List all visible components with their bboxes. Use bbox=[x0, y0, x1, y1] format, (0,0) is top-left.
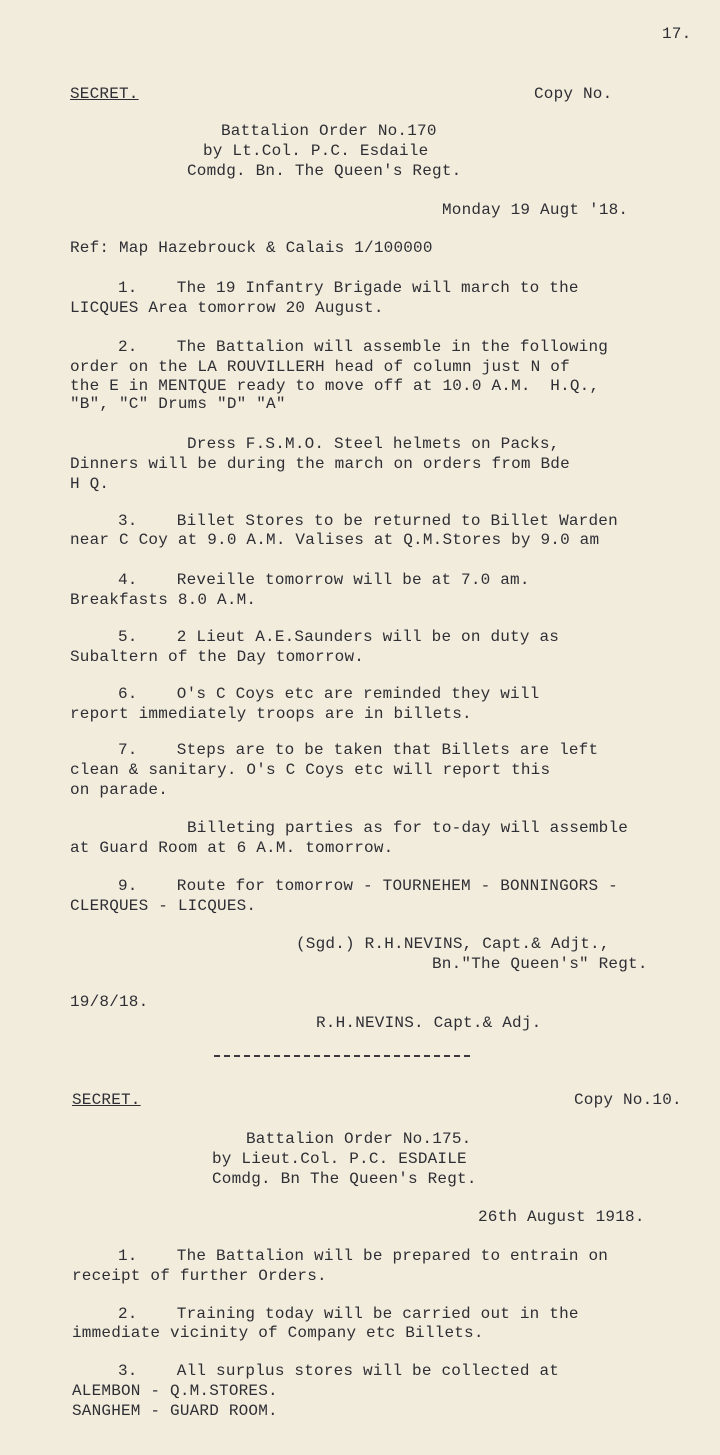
signed-line-2: Bn."The Queen's" Regt. bbox=[432, 955, 648, 973]
paragraph-7-line-3: on parade. bbox=[70, 781, 169, 799]
order-date-2: 26th August 1918. bbox=[478, 1208, 645, 1226]
order-issuer-2: by Lieut.Col. P.C. ESDAILE bbox=[212, 1150, 467, 1168]
paragraph-1-line-2: LICQUES Area tomorrow 20 August. bbox=[70, 299, 384, 317]
copy-number: Copy No. bbox=[534, 85, 613, 103]
section-divider bbox=[214, 1055, 470, 1057]
paragraph-2-line-2: order on the LA ROUVILLERH head of column just N of bbox=[70, 358, 570, 376]
order2-paragraph-1-line-2: receipt of further Orders. bbox=[72, 1267, 327, 1285]
order2-paragraph-3-line-1: 3. All surplus stores will be collected at bbox=[118, 1362, 560, 1380]
secret-label: SECRET. bbox=[70, 85, 139, 103]
paragraph-2-line-3: the E in MENTQUE ready to move off at 10.0 A.M. H.Q., bbox=[70, 377, 600, 395]
signature: R.H.NEVINS. Capt.& Adj. bbox=[316, 1014, 542, 1032]
paragraph-6-line-1: 6. O's C Coys etc are reminded they will bbox=[118, 685, 540, 703]
map-reference: Ref: Map Hazebrouck & Calais 1/100000 bbox=[70, 239, 433, 257]
paragraph-5-line-2: Subaltern of the Day tomorrow. bbox=[70, 648, 365, 666]
paragraph-7-line-2: clean & sanitary. O's C Coys etc will report this bbox=[70, 761, 551, 779]
paragraph-9-line-1: 9. Route for tomorrow - TOURNEHEM - BONNINGORS - bbox=[118, 877, 618, 895]
paragraph-5-line-1: 5. 2 Lieut A.E.Saunders will be on duty as bbox=[118, 628, 560, 646]
page-number: 17. bbox=[662, 25, 692, 43]
paragraph-3-line-2: near C Coy at 9.0 A.M. Valises at Q.M.Stores by 9.0 am bbox=[70, 531, 600, 549]
order-title-2: Battalion Order No.175. bbox=[246, 1130, 472, 1148]
billeting-line-2: at Guard Room at 6 A.M. tomorrow. bbox=[70, 839, 394, 857]
paragraph-7-line-1: 7. Steps are to be taken that Billets are left bbox=[118, 741, 599, 759]
issue-date: 19/8/18. bbox=[70, 993, 149, 1011]
paragraph-2-line-4: "B", "C" Drums "D" "A" bbox=[70, 395, 286, 413]
billeting-line-1: Billeting parties as for to-day will assemble bbox=[187, 819, 629, 837]
paragraph-2-line-1: 2. The Battalion will assemble in the following bbox=[118, 338, 609, 356]
order2-paragraph-1-line-1: 1. The Battalion will be prepared to entrain on bbox=[118, 1247, 609, 1265]
paragraph-4-line-2: Breakfasts 8.0 A.M. bbox=[70, 591, 257, 609]
order-title: Battalion Order No.170 bbox=[221, 122, 437, 140]
dress-line-1: Dress F.S.M.O. Steel helmets on Packs, bbox=[187, 435, 560, 453]
secret-label-2: SECRET. bbox=[72, 1091, 141, 1109]
order-issuer: by Lt.Col. P.C. Esdaile bbox=[203, 142, 429, 160]
paragraph-4-line-1: 4. Reveille tomorrow will be at 7.0 am. bbox=[118, 571, 530, 589]
copy-number-2: Copy No.10. bbox=[574, 1091, 682, 1109]
order2-paragraph-2-line-1: 2. Training today will be carried out in the bbox=[118, 1305, 579, 1323]
order2-paragraph-3-line-2: ALEMBON - Q.M.STORES. bbox=[72, 1382, 278, 1400]
order-command: Comdg. Bn. The Queen's Regt. bbox=[187, 162, 462, 180]
order-date: Monday 19 Augt '18. bbox=[442, 201, 629, 219]
dress-line-2: Dinners will be during the march on orders from Bde bbox=[70, 455, 570, 473]
order-command-2: Comdg. Bn The Queen's Regt. bbox=[212, 1170, 477, 1188]
paragraph-6-line-2: report immediately troops are in billets. bbox=[70, 705, 472, 723]
order2-paragraph-3-line-3: SANGHEM - GUARD ROOM. bbox=[72, 1402, 278, 1420]
dress-line-3: H Q. bbox=[70, 475, 110, 493]
signed-line-1: (Sgd.) R.H.NEVINS, Capt.& Adjt., bbox=[296, 935, 610, 953]
paragraph-1-line-1: 1. The 19 Infantry Brigade will march to the bbox=[118, 279, 579, 297]
paragraph-3-line-1: 3. Billet Stores to be returned to Billet Warden bbox=[118, 512, 618, 530]
paragraph-9-line-2: CLERQUES - LICQUES. bbox=[70, 897, 257, 915]
order2-paragraph-2-line-2: immediate vicinity of Company etc Billets. bbox=[72, 1324, 484, 1342]
